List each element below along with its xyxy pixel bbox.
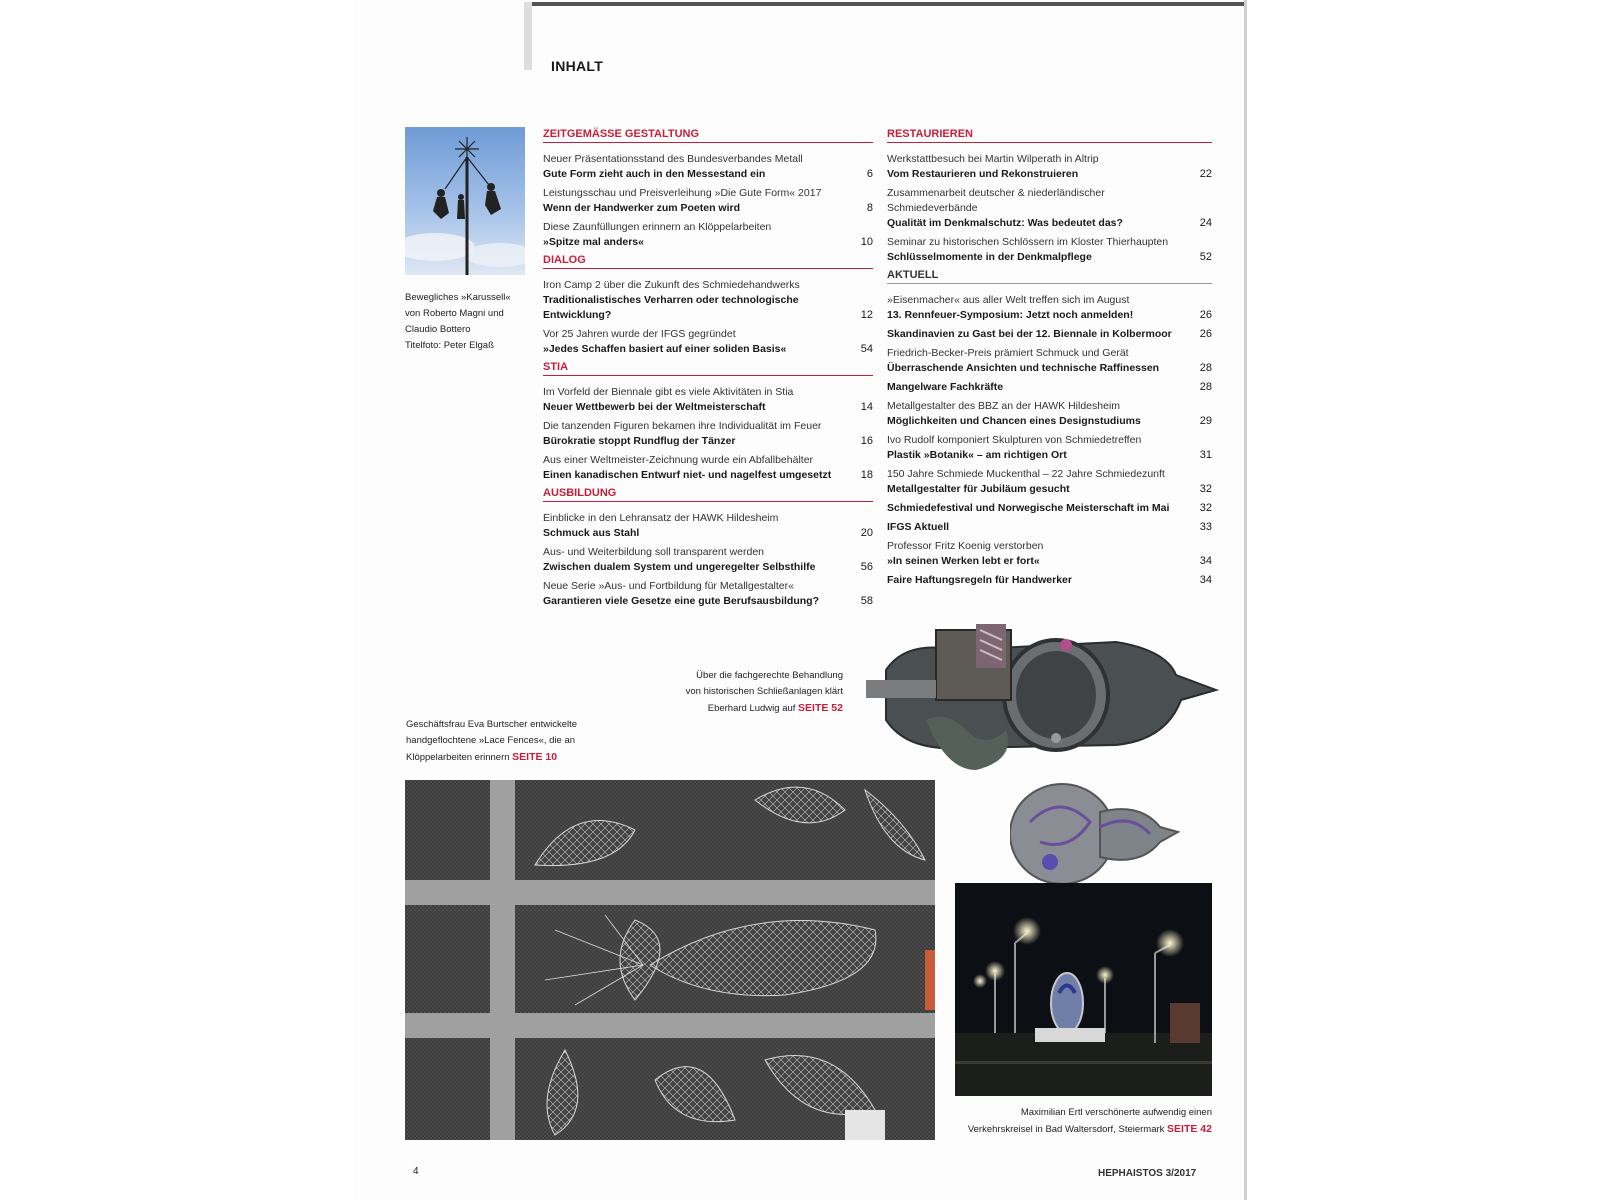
toc-entry[interactable]: Iron Camp 2 über die Zukunft des Schmiedehandwerks Traditionalistisches Verharren oder technologische Entwicklung? 12 bbox=[543, 279, 873, 321]
page-number: 33 bbox=[1199, 521, 1212, 533]
toc-entry[interactable]: »Eisenmacher« aus aller Welt treffen sich im August 13. Rennfeuer-Symposium: Jetzt noch anmelden! 26 bbox=[887, 294, 1212, 321]
lace-fence-photo bbox=[405, 780, 935, 1140]
issue-label: HEPHAISTOS 3/2017 bbox=[1098, 1168, 1197, 1179]
toc-section bbox=[543, 361, 873, 483]
page-number: 26 bbox=[1199, 309, 1212, 321]
toc-entry[interactable]: Professor Fritz Koenig verstorben »In seinen Werken lebt er fort« 34 bbox=[887, 540, 1212, 567]
page-number: 56 bbox=[860, 561, 873, 573]
toc-section bbox=[543, 254, 873, 357]
section-heading: DIALOG bbox=[543, 254, 873, 269]
toc-entry[interactable]: Skandinavien zu Gast bei der 12. Biennale in Kolbermoor 26 bbox=[887, 328, 1212, 340]
toc-entry[interactable]: Seminar zu historischen Schlössern im Kloster Thierhaupten Schlüsselmomente in der Denkmalpflege 52 bbox=[887, 236, 1212, 263]
toc-entry[interactable]: Neue Serie »Aus- und Fortbildung für Metallgestalter« Garantieren viele Gesetze eine gute Berufsausbildung? 58 bbox=[543, 580, 873, 607]
page-number: 18 bbox=[860, 469, 873, 481]
toc-entry[interactable]: Leistungsschau und Preisverleihung »Die Gute Form« 2017 Wenn der Handwerker zum Poeten wird 8 bbox=[543, 187, 873, 214]
toc-section bbox=[543, 128, 873, 250]
toc-entry[interactable]: Mangelware Fachkräfte 28 bbox=[887, 381, 1212, 393]
roundabout-night-photo bbox=[955, 883, 1212, 1096]
page-number: 52 bbox=[1199, 251, 1212, 263]
page-number: 24 bbox=[1199, 217, 1212, 229]
toc-column-right bbox=[887, 124, 1212, 592]
page-number: 31 bbox=[1199, 449, 1212, 461]
caption-lock: Über die fachgerechte Behandlung von historischen Schließanlagen klärt Eberhard Ludwig auf SEITE 52 bbox=[685, 670, 843, 714]
section-heading: ZEITGEMÄSSE GESTALTUNG bbox=[543, 128, 873, 143]
toc-section bbox=[543, 487, 873, 609]
historic-lock-photo bbox=[866, 620, 1222, 778]
page-number: 22 bbox=[1199, 168, 1212, 180]
page-number: 14 bbox=[860, 401, 873, 413]
section-heading: RESTAURIEREN bbox=[887, 128, 1212, 143]
toc-entry[interactable]: Metallgestalter des BBZ an der HAWK Hildesheim Möglichkeiten und Chancen eines Designstudiums 29 bbox=[887, 400, 1212, 427]
page-tab bbox=[524, 2, 532, 70]
toc-entry[interactable]: Ivo Rudolf komponiert Skulpturen von Schmiedetreffen Plastik »Botanik« – am richtigen Ort 31 bbox=[887, 434, 1212, 461]
page-number: 32 bbox=[1199, 483, 1212, 495]
cover-photo-karussell bbox=[405, 127, 525, 275]
section-heading: AUSBILDUNG bbox=[543, 487, 873, 502]
caption-fence: Geschäftsfrau Eva Burtscher entwickelte handgeflochtene »Lace Fences«, die an Klöppelarbeiten erinnern SEITE 10 bbox=[406, 719, 578, 763]
toc-section bbox=[887, 128, 1212, 265]
toc-column-left bbox=[543, 124, 873, 613]
toc-entry[interactable]: Faire Haftungsregeln für Handwerker 34 bbox=[887, 574, 1212, 586]
toc-entry[interactable]: Neuer Präsentationsstand des Bundesverbandes Metall Gute Form zieht auch in den Messestand ein 6 bbox=[543, 153, 873, 180]
page-number: 32 bbox=[1199, 502, 1212, 514]
page-number: 29 bbox=[1199, 415, 1212, 427]
toc-entry[interactable]: Vor 25 Jahren wurde der IFGS gegründet »Jedes Schaffen basiert auf einer soliden Basis« 54 bbox=[543, 328, 873, 355]
toc-section bbox=[887, 269, 1212, 588]
page-number: 16 bbox=[860, 435, 873, 447]
page-number: 20 bbox=[860, 527, 873, 539]
toc-entry[interactable]: Friedrich-Becker-Preis prämiert Schmuck und Gerät Überraschende Ansichten und technische Raffinessen 28 bbox=[887, 347, 1212, 374]
page-number: 8 bbox=[866, 202, 873, 214]
toc-entry[interactable]: Schmiedefestival und Norwegische Meisterschaft im Mai 32 bbox=[887, 502, 1212, 514]
toc-entry[interactable]: Im Vorfeld der Biennale gibt es viele Aktivitäten in Stia Neuer Wettbewerb bei der Weltmeisterschaft 14 bbox=[543, 386, 873, 413]
cover-caption: Bewegliches »Karussell« von Roberto Magni und Claudio Bottero Titelfoto: Peter Elgaß bbox=[405, 292, 511, 351]
page-number: 6 bbox=[866, 168, 873, 180]
page-reference[interactable]: SEITE 10 bbox=[512, 751, 558, 763]
page-top-edge bbox=[530, 2, 1244, 6]
toc-entry[interactable]: Die tanzenden Figuren bekamen ihre Individualität im Feuer Bürokratie stoppt Rundflug der Tänzer 16 bbox=[543, 420, 873, 447]
toc-entry[interactable]: Zusammenarbeit deutscher & niederländischer Schmiedeverbände Qualität im Denkmalschutz: Was bedeutet das? 24 bbox=[887, 187, 1212, 229]
toc-entry[interactable]: IFGS Aktuell 33 bbox=[887, 521, 1212, 533]
page-number: 12 bbox=[860, 309, 873, 321]
section-heading: STIA bbox=[543, 361, 873, 376]
toc-entry[interactable]: 150 Jahre Schmiede Muckenthal – 22 Jahre Schmiedezunft Metallgestalter für Jubiläum gesucht 32 bbox=[887, 468, 1212, 495]
ornament-plate-photo bbox=[1010, 782, 1180, 886]
page-number: 26 bbox=[1199, 328, 1212, 340]
page-number-footer: 4 bbox=[413, 1166, 419, 1177]
section-heading: AKTUELL bbox=[887, 269, 1212, 284]
page-title: INHALT bbox=[551, 58, 604, 74]
toc-entry[interactable]: Aus- und Weiterbildung soll transparent werden Zwischen dualem System und ungeregelter Selbsthilfe 56 bbox=[543, 546, 873, 573]
page-reference[interactable]: SEITE 42 bbox=[1167, 1123, 1212, 1135]
page-number: 28 bbox=[1199, 381, 1212, 393]
toc-entry[interactable]: Werkstattbesuch bei Martin Wilperath in Altrip Vom Restaurieren und Rekonstruieren 22 bbox=[887, 153, 1212, 180]
toc-entry[interactable]: Diese Zaunfüllungen erinnern an Klöppelarbeiten »Spitze mal anders« 10 bbox=[543, 221, 873, 248]
page-number: 10 bbox=[860, 236, 873, 248]
page-number: 34 bbox=[1199, 574, 1212, 586]
page-number: 28 bbox=[1199, 362, 1212, 374]
toc-entry[interactable]: Aus einer Weltmeister-Zeichnung wurde ein Abfallbehälter Einen kanadischen Entwurf niet- und nagelfest umgesetzt 18 bbox=[543, 454, 873, 481]
page-number: 34 bbox=[1199, 555, 1212, 567]
page-number: 58 bbox=[860, 595, 873, 607]
toc-entry[interactable]: Einblicke in den Lehransatz der HAWK Hildesheim Schmuck aus Stahl 20 bbox=[543, 512, 873, 539]
caption-roundabout: Maximilian Ertl verschönerte aufwendig einen Verkehrskreisel in Bad Waltersdorf, Steiermark SEITE 42 bbox=[967, 1107, 1212, 1135]
page-number: 54 bbox=[860, 343, 873, 355]
page-reference[interactable]: SEITE 52 bbox=[798, 702, 843, 714]
